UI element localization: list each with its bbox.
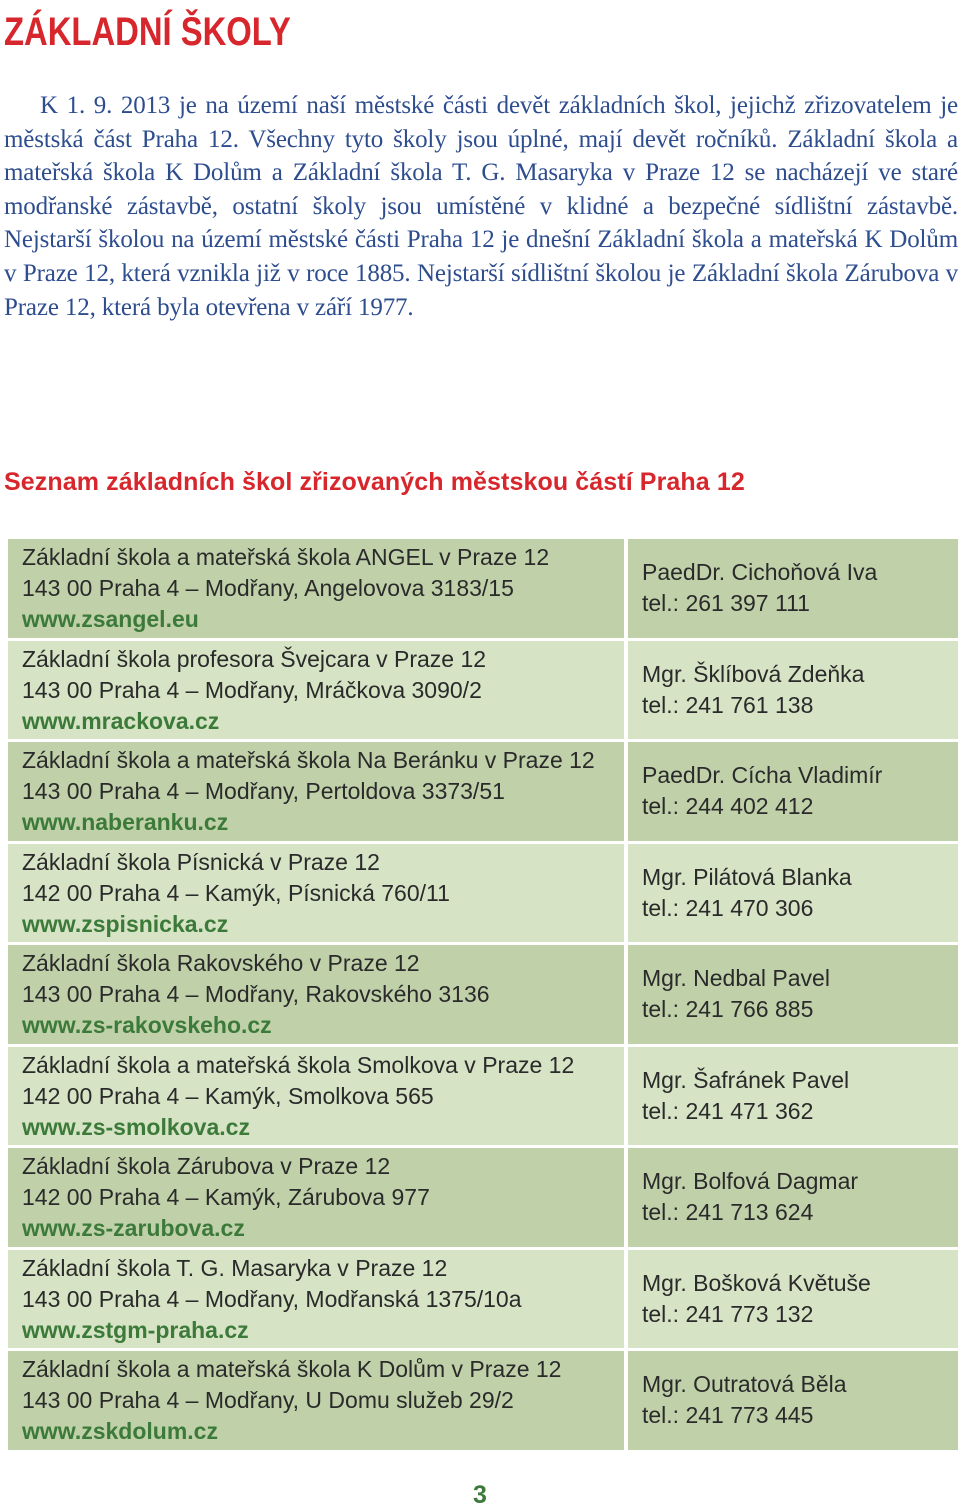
school-website-link[interactable]: www.zskdolum.cz [22,1418,218,1444]
page-number: 3 [473,1481,487,1509]
director-name: Mgr. Pilátová Blanka [642,863,852,890]
school-name: Základní škola a mateřská škola Na Beránku v Praze 12 [22,747,595,773]
director-cell [628,742,958,841]
director-phone: tel.: 241 470 306 [642,894,814,921]
director-phone: tel.: 261 397 111 [642,590,810,616]
school-website-link[interactable]: www.mrackova.cz [22,707,220,734]
school-info-cell [8,1351,624,1450]
director-phone: tel.: 241 773 132 [642,1300,814,1327]
school-website-link[interactable]: www.zs-smolkova.cz [22,1113,250,1140]
director-phone: tel.: 241 471 362 [642,1097,814,1124]
school-name: Základní škola a mateřská škola Smolkova v Praze 12 [22,1051,575,1078]
director-cell [628,1351,958,1450]
school-info-cell [8,539,624,638]
school-info-cell [8,1148,624,1247]
school-name: Základní škola a mateřská škola ANGEL v Praze 12 [22,544,550,570]
page-title: ZÁKLADNÍ ŠKOLY [4,10,291,54]
table-row [8,742,958,841]
director-phone: tel.: 241 766 885 [642,996,814,1022]
director-name: PaedDr. Cícha Vladimír [642,762,883,788]
director-cell [628,539,958,638]
school-website-link[interactable]: www.naberanku.cz [22,809,229,835]
schools-table [8,539,958,1453]
director-name: Mgr. Bolfová Dagmar [642,1168,859,1194]
director-name: Mgr. Bošková Květuše [642,1269,871,1296]
director-cell [628,641,958,740]
school-address: 142 00 Praha 4 – Kamýk, Zárubova 977 [22,1184,430,1210]
intro-paragraph: K 1. 9. 2013 je na území naší městské části devět základních škol, jejichž zřizovatelem je městská část Praha 12. Všechny tyto školy jsou úplné, mají devět ročníků. Základní škola a mateřská škola K Dolům a Základní škola T. G. Masaryka v Praze 12 se nacházejí ve staré modřanské zástavbě, ostatní školy jsou umístěné v klidné a bezpečné sídlištní zástavbě. Nejstarší školou na území městské části Praha 12 je dnešní Základní škola a mateřská K Dolům v Praze 12, která vznikla již v roce 1885. Nejstarší sídlištní školou je Základní škola Zárubova v Praze 12, která byla otevřena v září 1977. [4,92,958,321]
school-address: 143 00 Praha 4 – Modřany, Pertoldova 3373/51 [22,778,505,804]
director-cell [628,1148,958,1247]
director-phone: tel.: 241 713 624 [642,1199,814,1225]
director-name: Mgr. Nedbal Pavel [642,965,830,991]
director-name: Mgr. Šklíbová Zdeňka [642,660,865,687]
school-website-link[interactable]: www.zs-rakovskeho.cz [22,1012,272,1038]
section-heading: Seznam základních škol zřizovaných městskou částí Praha 12 [4,468,745,496]
school-name: Základní škola T. G. Masaryka v Praze 12 [22,1254,448,1281]
school-info-cell [8,742,624,841]
table-row [8,945,958,1044]
director-phone: tel.: 244 402 412 [642,793,814,819]
school-name: Základní škola Zárubova v Praze 12 [22,1153,391,1179]
table-row [8,1148,958,1247]
director-cell [628,1250,958,1349]
school-info-cell [8,1047,624,1146]
school-name: Základní škola Rakovského v Praze 12 [22,950,420,976]
school-name: Základní škola profesora Švejcara v Praze 12 [22,645,487,672]
school-info-cell [8,1250,624,1349]
table-row [8,1047,958,1146]
director-cell [628,844,958,943]
director-name: Mgr. Outratová Běla [642,1371,847,1397]
table-row [8,1351,958,1450]
school-website-link[interactable]: www.zspisnicka.cz [22,910,229,937]
school-info-cell [8,844,624,943]
director-phone: tel.: 241 761 138 [642,691,814,718]
school-info-cell [8,945,624,1044]
director-cell [628,945,958,1044]
school-name: Základní škola a mateřská škola K Dolům v Praze 12 [22,1356,562,1382]
table-row [8,844,958,943]
school-address: 143 00 Praha 4 – Modřany, Rakovského 3136 [22,981,490,1007]
director-cell [628,1047,958,1146]
school-info-cell [8,641,624,740]
table-row [8,1250,958,1349]
table-row [8,539,958,638]
school-address: 143 00 Praha 4 – Modřany, Mráčkova 3090/2 [22,676,482,703]
school-address: 143 00 Praha 4 – Modřany, Angelovova 3183/15 [22,575,514,601]
school-address: 142 00 Praha 4 – Kamýk, Smolkova 565 [22,1082,434,1109]
director-name: Mgr. Šafránek Pavel [642,1066,850,1093]
school-address: 143 00 Praha 4 – Modřany, U Domu služeb 29/2 [22,1387,514,1413]
school-name: Základní škola Písnická v Praze 12 [22,848,380,875]
director-phone: tel.: 241 773 445 [642,1402,814,1428]
table-row [8,641,958,740]
school-address: 142 00 Praha 4 – Kamýk, Písnická 760/11 [22,879,450,906]
school-website-link[interactable]: www.zstgm-praha.cz [22,1316,249,1343]
school-address: 143 00 Praha 4 – Modřany, Modřanská 1375/10a [22,1285,522,1312]
school-website-link[interactable]: www.zs-zarubova.cz [22,1215,245,1241]
director-name: PaedDr. Cichoňová Iva [642,559,878,585]
school-website-link[interactable]: www.zsangel.eu [22,606,199,632]
